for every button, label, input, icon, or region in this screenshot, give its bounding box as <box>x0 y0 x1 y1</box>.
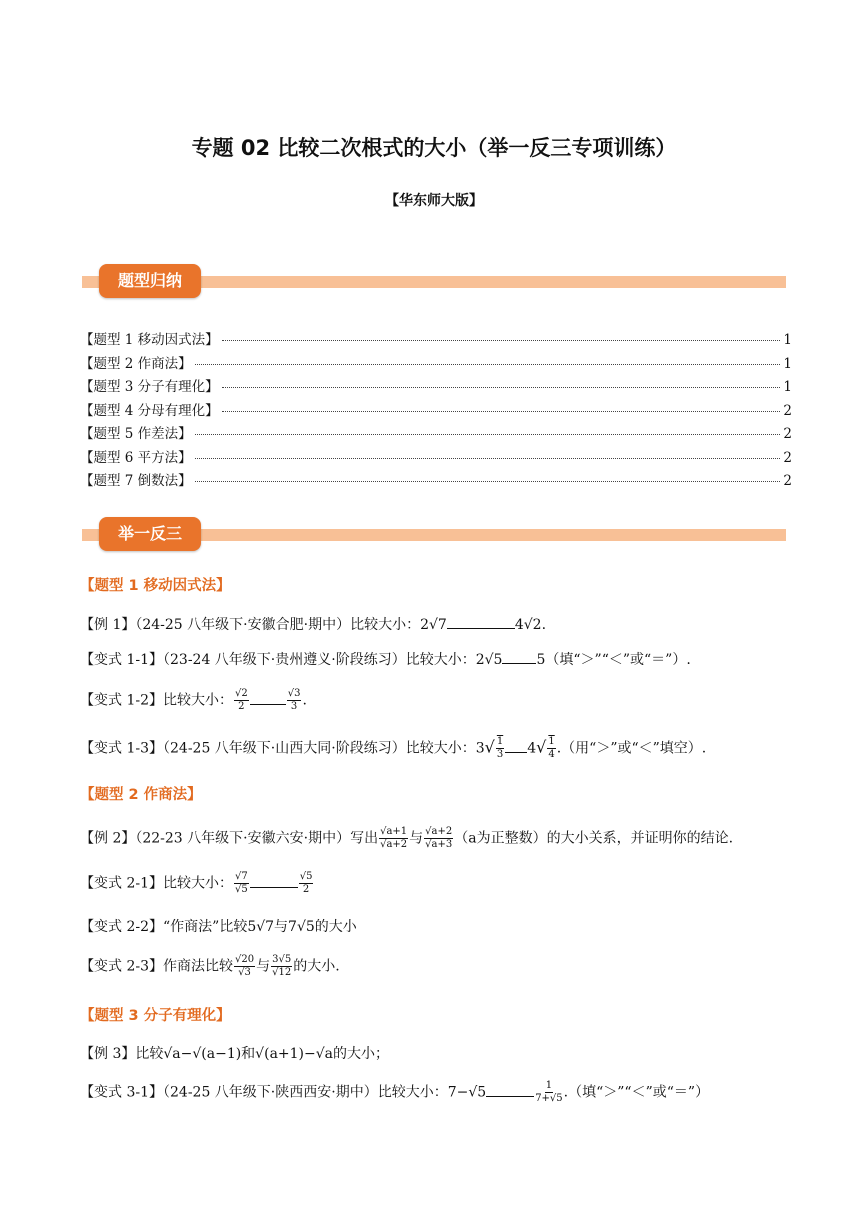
problem-variant-2-1: 【变式 2-1】比较大小： $\frac{√7}{√5}$ $\frac{√5}{2}$ <box>80 871 313 895</box>
fraction: $\frac{1}{7+√5}$ <box>535 1080 563 1104</box>
fraction: $\frac{√3}{3}$ <box>287 688 301 712</box>
fraction: $\frac{√5}{2}$ <box>299 871 313 895</box>
fraction: $\frac{√2}{2}$ <box>235 688 248 712</box>
answer-blank[interactable] <box>505 752 527 753</box>
answer-blank[interactable] <box>502 663 536 664</box>
practice-banner <box>82 517 786 553</box>
fraction: $\frac{1}{3}$ <box>496 736 504 760</box>
problem-variant-2-2: 【变式 2-2】“作商法”比较5√7与7√5的大小 <box>80 919 357 935</box>
problem-variant-2-3: 【变式 2-3】作商法比较 $\frac{√20}{√3}$ 与 $\frac{3√5}{√12}$ 的大小. <box>80 954 340 978</box>
table-of-contents <box>80 328 792 493</box>
fraction: $\frac{√20}{√3}$ <box>235 954 255 978</box>
edition-label: 【华东师大版】 <box>385 193 483 209</box>
problem-example-3: 【例 3】比较√a−√(a−1)和√(a+1)−√a的大小； <box>80 1046 390 1062</box>
toc-banner-badge: 题型归纳 <box>99 264 201 298</box>
fraction: $\frac{1}{4}$ <box>548 736 555 760</box>
toc-item[interactable]: 【题型 4 分母有理化】 2 <box>80 402 792 419</box>
toc-banner <box>82 264 786 300</box>
fraction: $\frac{3√5}{√12}$ <box>272 954 292 978</box>
problem-variant-1-1: 【变式 1-1】（23-24 八年级下·贵州遵义·阶段练习）比较大小：2√5 5（填“＞”“＜”或“＝”）. <box>80 652 691 668</box>
section-heading: 【题型 1 移动因式法】 <box>80 578 231 594</box>
fraction: $\frac{√7}{√5}$ <box>235 871 248 895</box>
toc-item[interactable]: 【题型 5 作差法】 2 <box>80 426 792 442</box>
section-heading: 【题型 2 作商法】 <box>80 787 202 803</box>
toc-item[interactable]: 【题型 2 作商法】 1 <box>80 355 792 372</box>
problem-variant-1-3: 【变式 1-3】（24-25 八年级下·山西大同·阶段练习）比较大小：3√ $\frac{1}{3}$ 4√ $\frac{1}{4}$ .（用“＞”或“＜”填空）. <box>80 736 707 760</box>
answer-blank[interactable] <box>250 704 286 705</box>
problem-variant-3-1: 【变式 3-1】（24-25 八年级下·陕西西安·期中）比较大小：7−√5 $\frac{1}{7+√5}$ .（填“＞”“＜”或“＝”） <box>80 1080 710 1104</box>
answer-blank[interactable] <box>486 1096 534 1097</box>
problem-variant-1-2: 【变式 1-2】比较大小： $\frac{√2}{2}$ $\frac{√3}{3}$ . <box>80 688 307 712</box>
fraction: $\frac{√a+1}{√a+2}$ <box>380 826 408 850</box>
toc-item[interactable]: 【题型 7 倒数法】 2 <box>80 473 792 489</box>
answer-blank[interactable] <box>447 628 515 629</box>
answer-blank[interactable] <box>250 887 298 888</box>
problem-example-2: 【例 2】（22-23 八年级下·安徽六安·期中）写出 $\frac{√a+1}{√a+2}$ 与 $\frac{√a+2}{√a+3}$ （a为正整数）的大小关系，并证明你的结论. <box>80 826 734 850</box>
problem-example-1: 【例 1】（24-25 八年级下·安徽合肥·期中）比较大小：2√7 4√2. <box>80 617 547 633</box>
toc-item[interactable]: 【题型 6 平方法】 2 <box>80 449 792 466</box>
section-heading: 【题型 3 分子有理化】 <box>80 1008 231 1024</box>
toc-item[interactable]: 【题型 3 分子有理化】 1 <box>80 379 792 395</box>
practice-banner-badge: 举一反三 <box>99 517 201 551</box>
page-title: 专题 02 比较二次根式的大小（举一反三专项训练） <box>191 136 677 160</box>
toc-item[interactable]: 【题型 1 移动因式法】 1 <box>80 332 792 348</box>
fraction: $\frac{√a+2}{√a+3}$ <box>425 826 453 850</box>
